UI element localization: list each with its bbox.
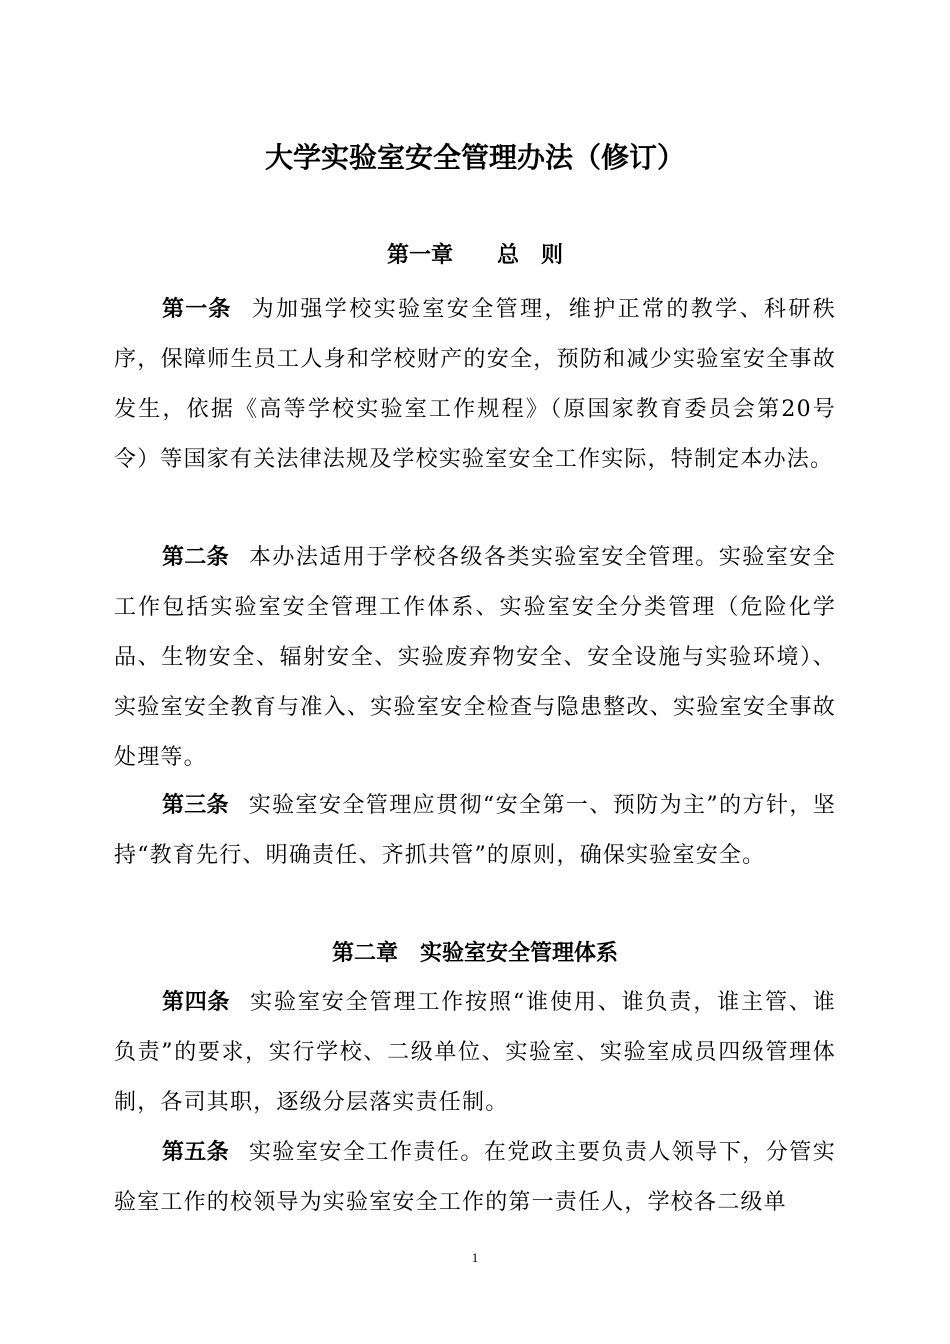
article-1 [114, 285, 836, 485]
chapter-heading-1: 第一章 总 则 [386, 243, 563, 268]
article-text: 实验室安全工作责任。在党政主要负责人领导下，分管实验室工作的校领导为实验室安全工作的第一责任人，学校各二级单 [114, 1140, 836, 1215]
article-5 [114, 1128, 836, 1228]
article-label: 第五条 [162, 1140, 229, 1165]
article-2 [114, 533, 836, 783]
article-text: 实验室安全管理工作按照“谁使用、谁负责，谁主管、谁负责”的要求，实行学校、二级单位、实验室、实验室成员四级管理体制，各司其职，逐级分层落实责任制。 [114, 990, 836, 1115]
article-label: 第一条 [162, 297, 232, 322]
article-text: 为加强学校实验室安全管理，维护正常的教学、科研秩序，保障师生员工人身和学校财产的安全，预防和减少实验室安全事故发生，依据《高等学校实验室工作规程》（原国家教育委员会第20号令）等国家有关法律法规及学校实验室安全工作实际，特制定本办法。 [114, 297, 836, 472]
article-label: 第四条 [162, 990, 231, 1015]
article-4 [114, 978, 836, 1128]
document-title: 大学实验室安全管理办法（修订） [264, 141, 685, 174]
page-number: 1 [471, 1250, 479, 1265]
article-label: 第三条 [162, 793, 229, 818]
article-label: 第二条 [162, 545, 229, 570]
article-3 [114, 781, 836, 881]
article-text: 实验室安全管理应贯彻“安全第一、预防为主”的方针，坚持“教育先行、明确责任、齐抓共管”的原则，确保实验室安全。 [114, 793, 836, 868]
chapter-heading-2: 第二章 实验室安全管理体系 [331, 941, 618, 966]
article-text: 本办法适用于学校各级各类实验室安全管理。实验室安全工作包括实验室安全管理工作体系、实验室安全分类管理（危险化学品、生物安全、辐射安全、实验废弃物安全、安全设施与实验环境）、实验室安全教育与准入、实验室安全检查与隐患整改、实验室安全事故处理等。 [114, 545, 836, 770]
